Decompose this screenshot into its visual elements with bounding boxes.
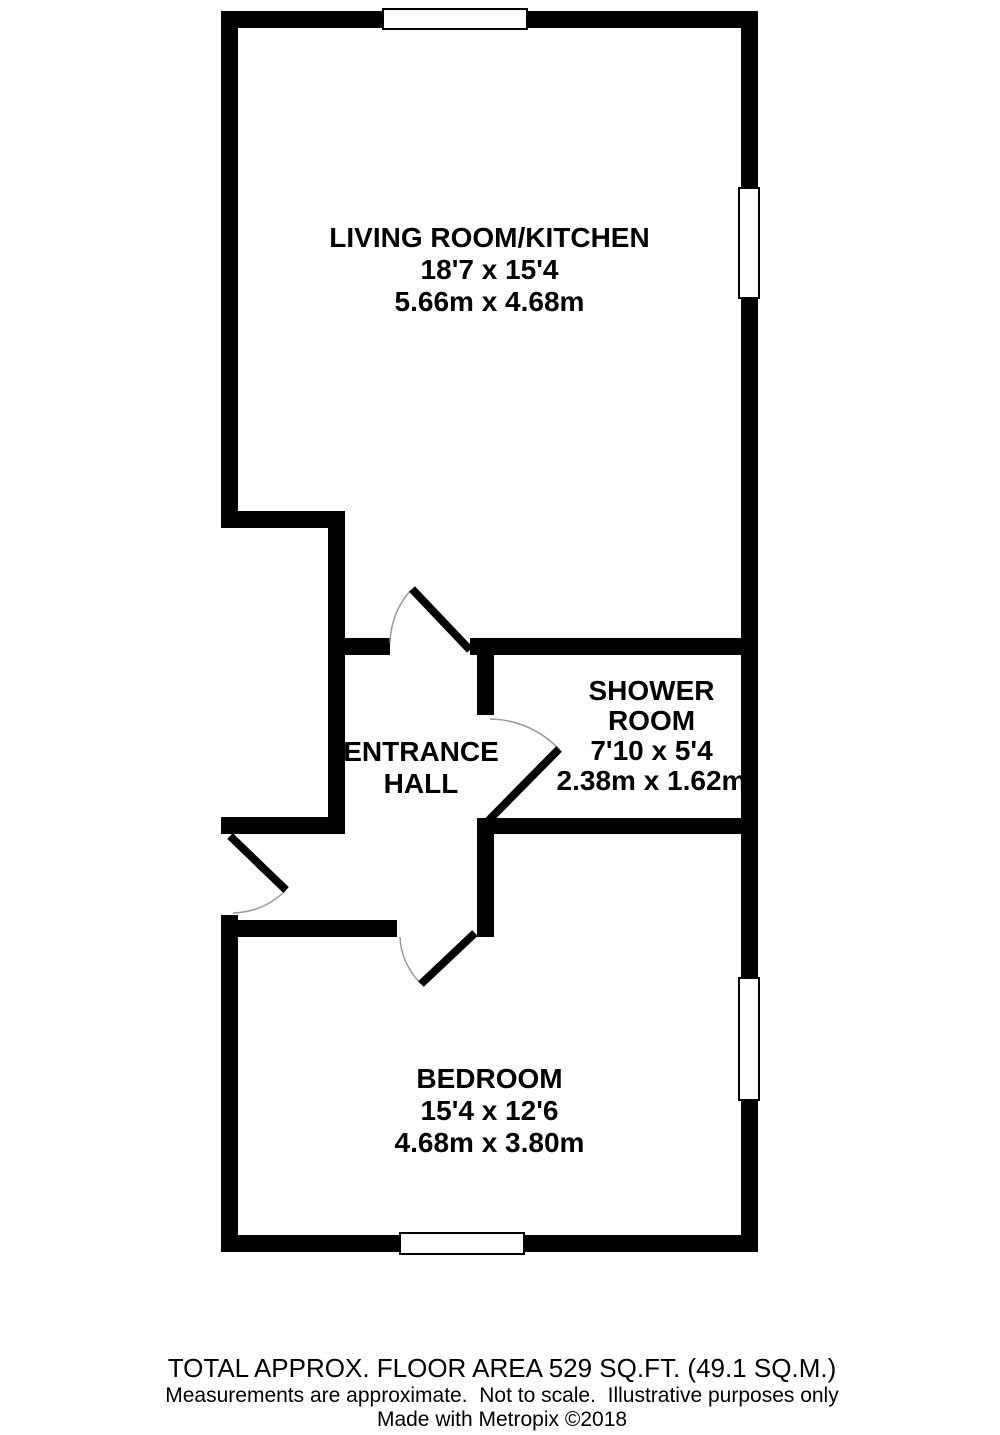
window-bottom-wall — [400, 1233, 524, 1254]
door-bedroom-arc — [400, 937, 421, 984]
footer-total-area: TOTAL APPROX. FLOOR AREA 529 SQ.FT. (49.1 SQ.M.) — [167, 1353, 837, 1383]
shower-size-metric: 2.38m x 1.62m — [556, 765, 747, 796]
room-label-bedroom — [221, 1063, 758, 1159]
wall-notch-horizontal — [221, 511, 345, 528]
door-entrance-arc — [233, 890, 286, 913]
wall-shower-left-upper — [477, 638, 494, 715]
wall-bedroom-top-left — [221, 920, 397, 937]
door-bedroom-leaf — [421, 933, 475, 984]
shower-name-line1: SHOWER — [588, 675, 715, 706]
bedroom-size-imperial: 15'4 x 12'6 — [420, 1095, 559, 1126]
wall-shower-top — [470, 638, 741, 655]
wall-hall-bottom-left — [221, 817, 345, 834]
door-living-arc — [390, 590, 411, 643]
room-label-shower — [531, 676, 772, 796]
window-top-wall — [383, 9, 527, 29]
footer-disclaimer: Measurements are approximate. Not to scale. Illustrative purposes only — [165, 1384, 839, 1407]
living-room-size-imperial: 18'7 x 15'4 — [420, 254, 559, 285]
room-label-entrance-hall — [271, 736, 571, 800]
shower-name-line2: ROOM — [607, 705, 696, 736]
door-living-leaf — [412, 589, 470, 650]
hall-name-line1: ENTRANCE — [343, 736, 499, 767]
wall-hall-top-segment — [328, 638, 390, 655]
footer-credit: Made with Metropix ©2018 — [376, 1408, 628, 1431]
shower-size-imperial: 7'10 x 5'4 — [590, 735, 713, 766]
living-room-name: LIVING ROOM/KITCHEN — [329, 222, 650, 253]
wall-shower-bottom — [477, 818, 741, 834]
bedroom-size-metric: 4.68m x 3.80m — [394, 1127, 585, 1158]
room-label-living — [221, 222, 758, 318]
hall-name-line2: HALL — [383, 768, 459, 799]
living-room-size-metric: 5.66m x 4.68m — [394, 286, 585, 317]
door-entrance-leaf — [230, 836, 286, 890]
wall-shower-left-lower — [477, 823, 494, 937]
bedroom-name: BEDROOM — [416, 1063, 563, 1094]
